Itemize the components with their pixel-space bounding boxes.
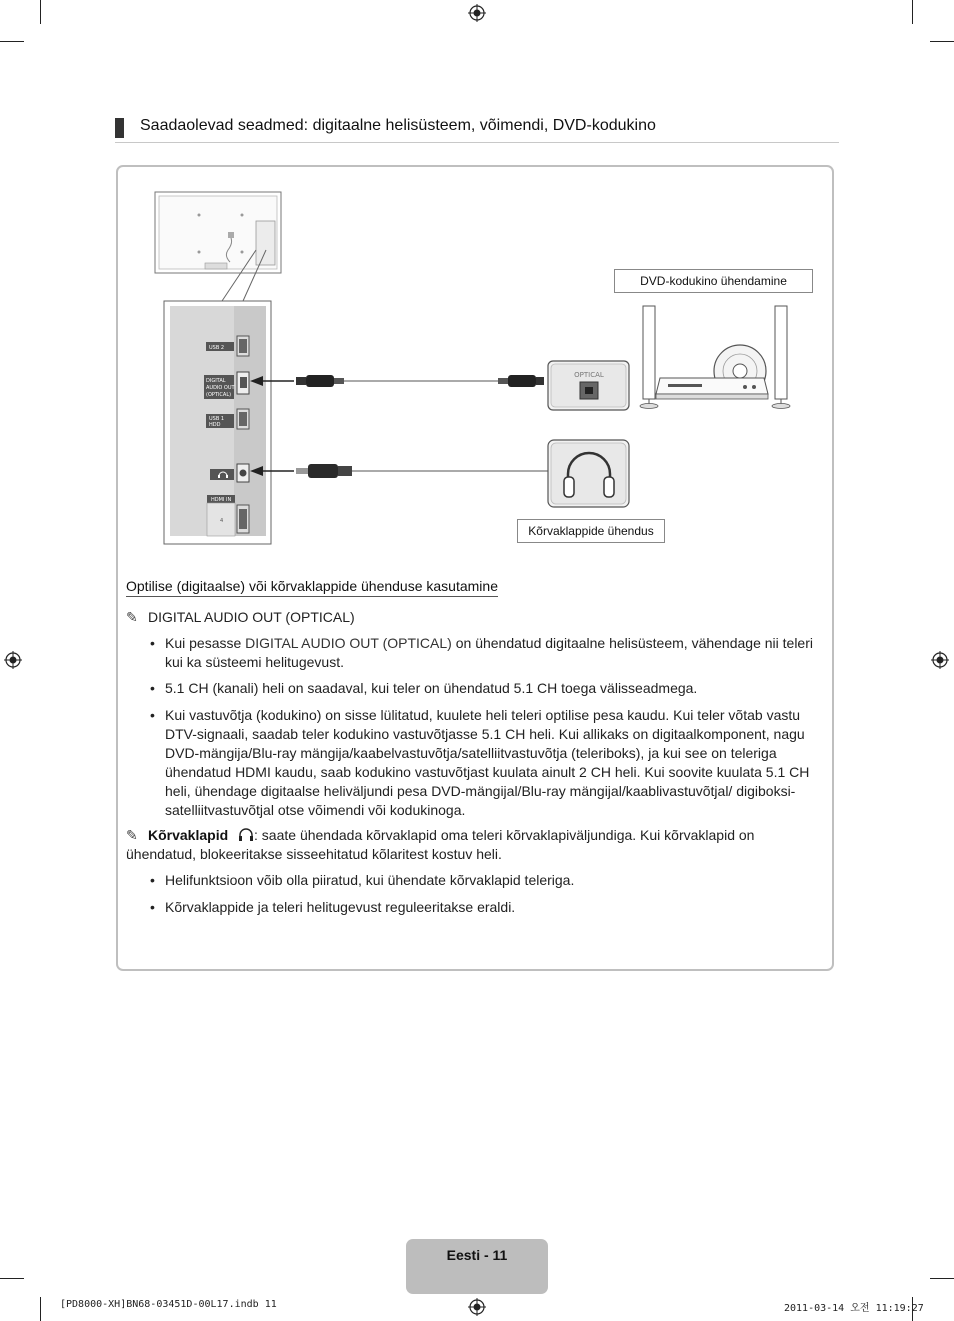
port-label-hdmi-in: HDMI IN xyxy=(211,497,232,503)
port-label-optical: (OPTICAL) xyxy=(206,392,232,398)
port-label-audio-out: AUDIO OUT xyxy=(206,385,235,391)
crop-mark xyxy=(930,1278,954,1279)
list-item: • Helifunktsioon võib olla piiratud, kui ühendate kõrvaklapid teleriga. xyxy=(150,872,575,888)
section-title: Saadaolevad seadmed: digitaalne helisüsteem, võimendi, DVD-kodukino xyxy=(140,117,656,134)
note-pencil-icon: ✎ xyxy=(126,827,138,843)
usage-subheading: Optilise (digitaalse) või kõrvaklappide ühenduse kasutamine xyxy=(126,578,498,597)
bullet-dot: • xyxy=(150,680,155,696)
bullet-dot: • xyxy=(150,635,155,651)
bullet-dot: • xyxy=(150,899,155,915)
headphone-connection-label: Kõrvaklappide ühendus xyxy=(517,519,665,543)
note-pencil-icon: ✎ xyxy=(126,609,138,625)
port-label-hdd: HDD xyxy=(209,422,221,428)
note-title: Kõrvaklapid xyxy=(148,827,229,843)
note-title: DIGITAL AUDIO OUT (OPTICAL) xyxy=(148,609,355,625)
crop-mark xyxy=(0,1278,24,1279)
registration-mark-icon xyxy=(468,1298,486,1316)
note-headphones: ✎ Kõrvaklapid : saate ühendada kõrvaklapid oma teleri kõrvaklapiväljundiga. Kui kõrvaklapid on ühendatud, blokeeritakse sisseehitatud kõlaritest kostuv heli. xyxy=(126,827,755,862)
registration-mark-icon xyxy=(931,651,949,669)
emphasis-term: DIGITAL AUDIO OUT (OPTICAL) xyxy=(245,635,452,651)
headphones-box xyxy=(548,440,629,507)
page-number: Eesti - 11 xyxy=(446,1247,508,1263)
list-item: • Kui vastuvõtja (kodukino) on sisse lülitatud, kuulete heli teleri optilise pesa kaudu. Kui teler võtab vastu DTV-signaali, saadab teler kodukino vastuvõtjasse 5.1 CH heli. Kui allikaks on digitaalkomponent, nagu DVD-mängija/Blu-ray mängija/kaabelvastuvõtja/satelliitvastuvõtja (teleriboks), ja kui see on teleriga ühendatud HDMI kaudu, saab kodukino vastuvõtjast kuulata ainult 2 CH heli. Kui soovite kuulata 5.1 CH heli, ühendage digitaalse heliväljundi pesa DVD-mängijal/Blu-ray mängijal/kaablivastuvõtjal/ digiboksi-satelliitvastuvõtjal otse võimendi või kodukinoga. xyxy=(150,707,810,818)
headphone-icon xyxy=(238,828,254,842)
registration-mark-icon xyxy=(4,651,22,669)
tv-rear-icon xyxy=(155,192,281,273)
crop-mark xyxy=(40,1297,41,1321)
optical-port-box xyxy=(548,361,629,410)
print-footer-left: [PD8000-XH]BN68-03451D-00L17.indb 11 xyxy=(60,1299,277,1310)
bullet-dot: • xyxy=(150,707,155,723)
port-label-usb1: USB 1 xyxy=(209,416,225,422)
optical-cable xyxy=(250,375,544,387)
dvd-connection-label: DVD-kodukino ühendamine xyxy=(614,269,813,293)
page-number-tab xyxy=(406,1239,548,1294)
port-label-digital: DIGITAL xyxy=(206,378,226,384)
list-item: • Kui pesasse DIGITAL AUDIO OUT (OPTICAL) on ühendatud digitaalne helisüsteem, vähendage nii teleri kui ka süsteemi helitugevust. xyxy=(150,635,813,670)
list-item: • 5.1 CH (kanali) heli on saadaval, kui teler on ühendatud 5.1 CH toega välisseadmega. xyxy=(150,680,698,696)
bullet-dot: • xyxy=(150,872,155,888)
port-label-usb2: USB 2 xyxy=(209,345,225,351)
headphone-cable xyxy=(250,464,548,478)
home-theater-icon xyxy=(640,306,790,409)
note-digital-audio-out xyxy=(126,608,355,627)
list-item: • Kõrvaklappide ja teleri helitugevust reguleeritakse eraldi. xyxy=(150,899,516,915)
optical-port-label: OPTICAL xyxy=(574,371,604,379)
print-footer-right: 2011-03-14 오전 11:19:27 xyxy=(784,1303,924,1314)
port-label-hdmi-number: 4 xyxy=(220,518,224,524)
connection-diagram xyxy=(0,0,954,600)
